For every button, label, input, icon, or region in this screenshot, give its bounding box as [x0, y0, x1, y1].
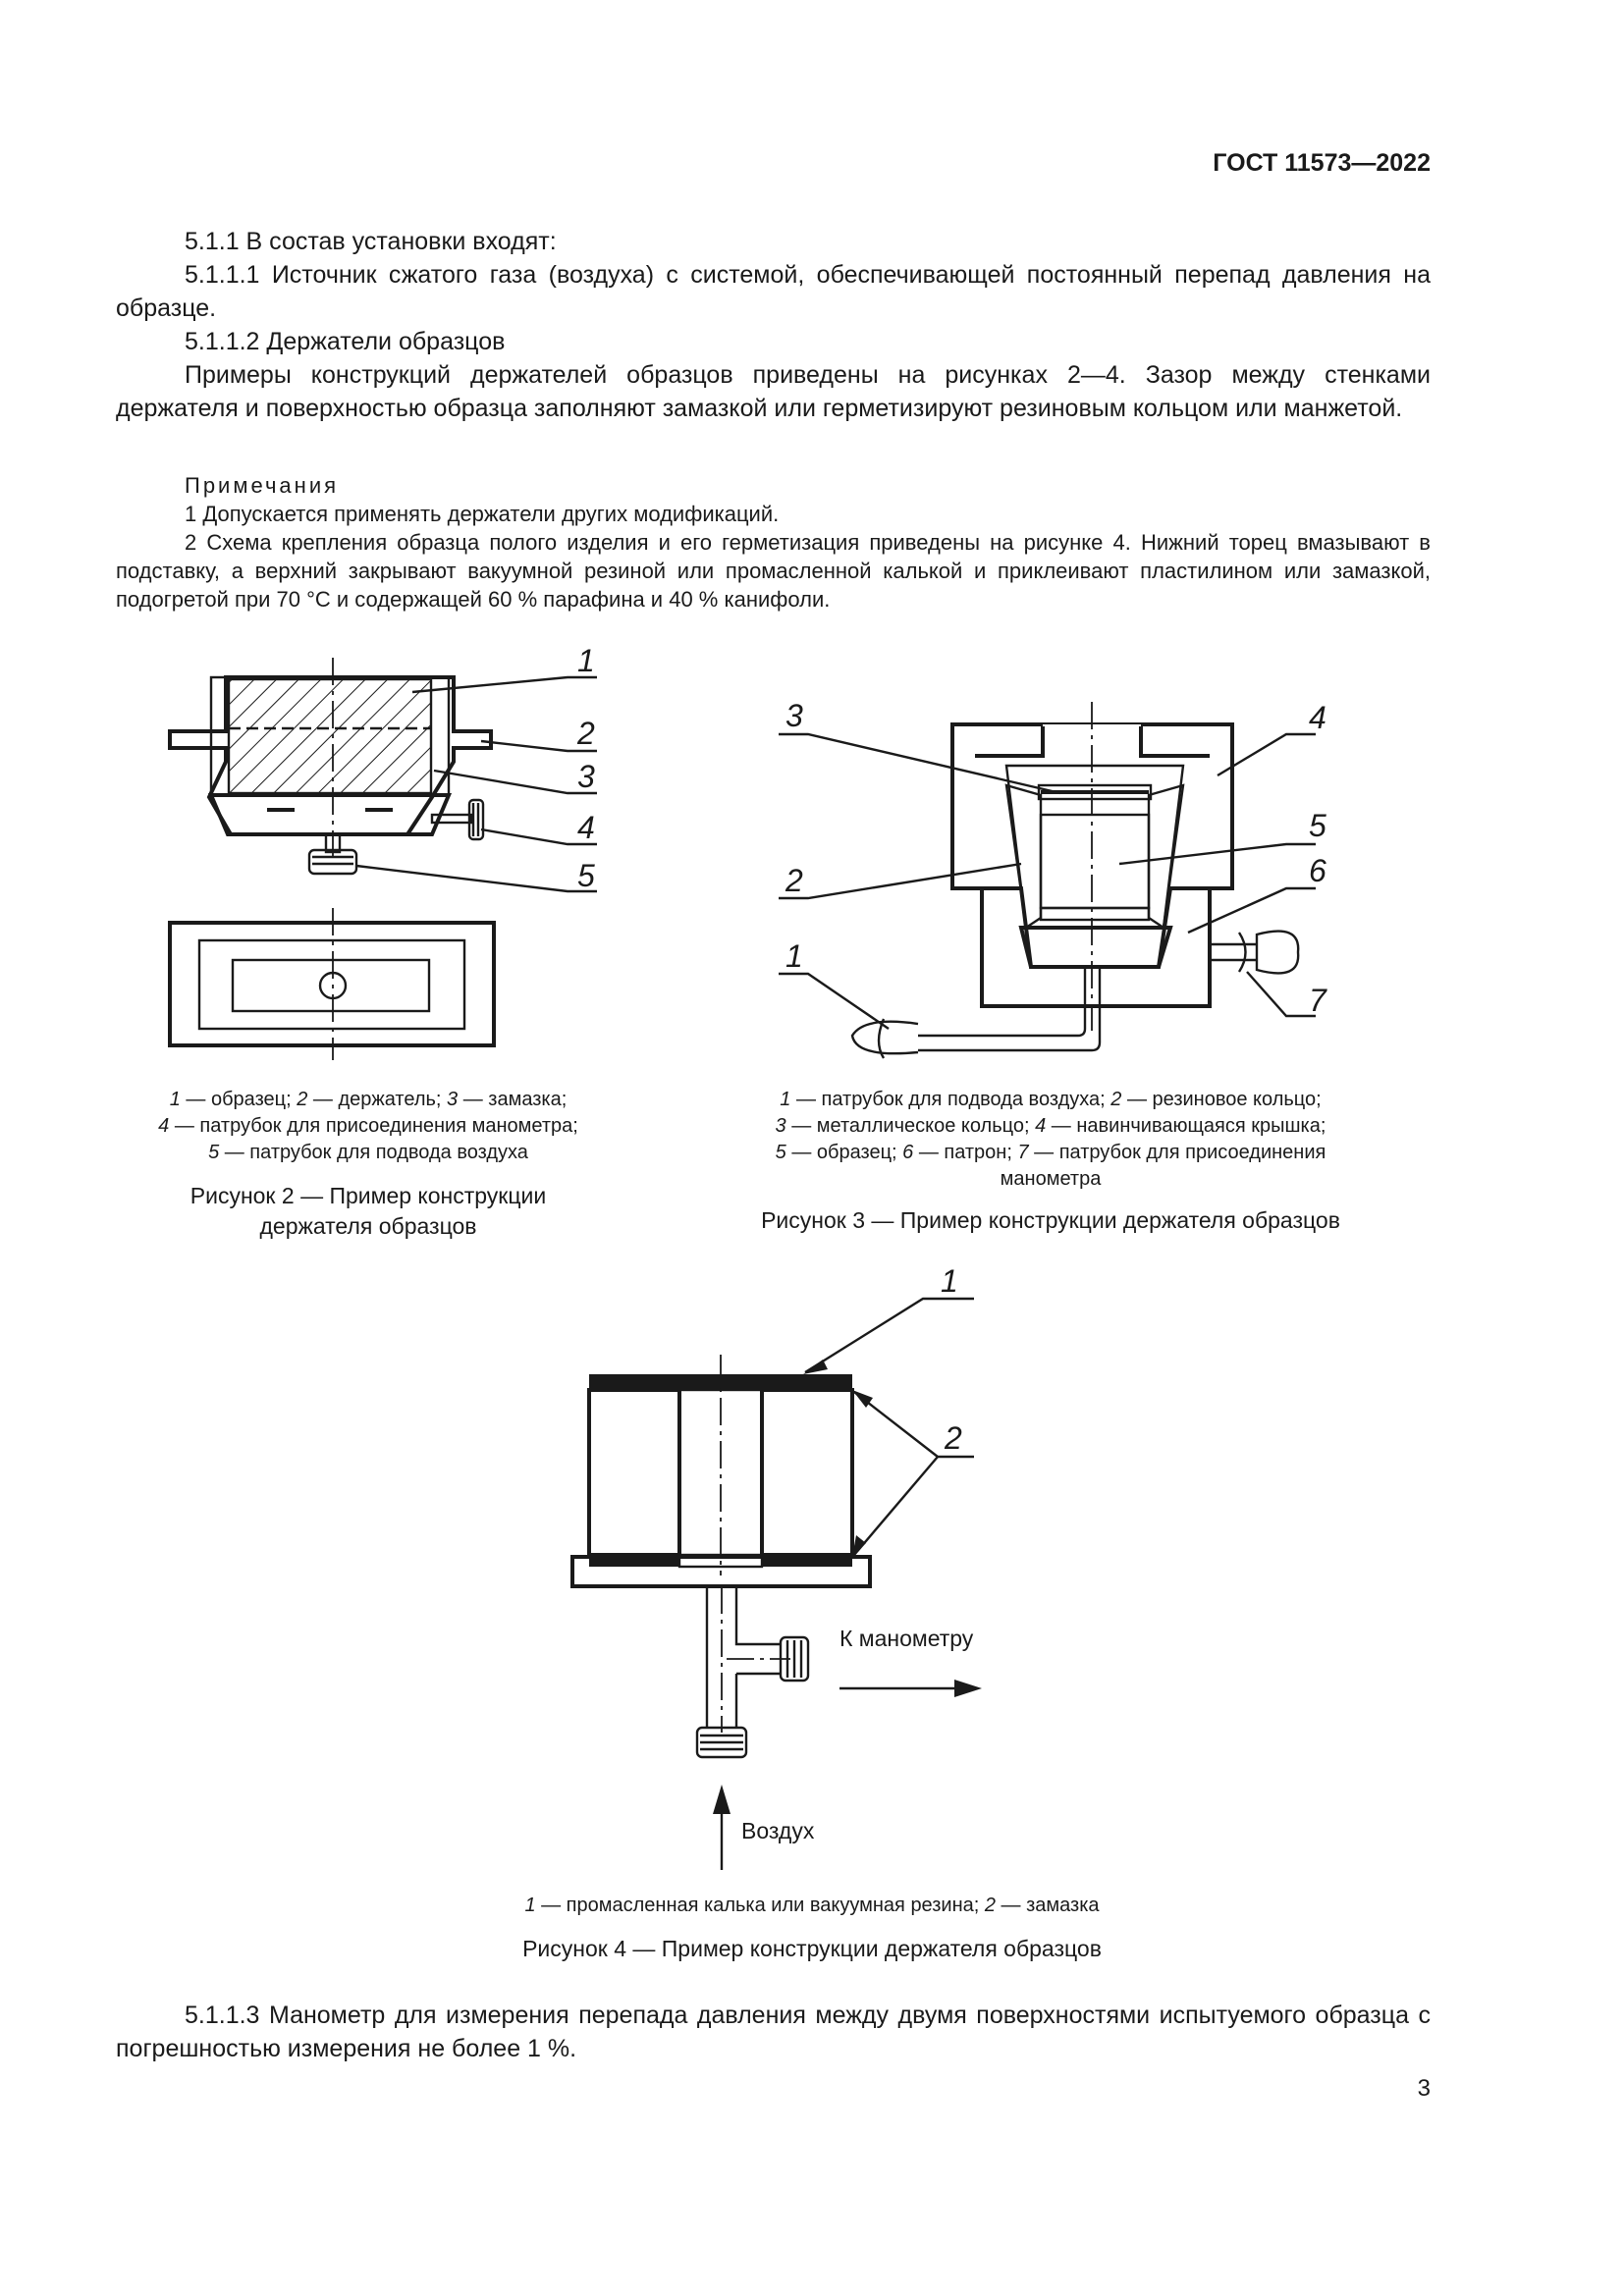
fig3-callout-7: 7	[1309, 983, 1326, 1018]
note-1: 1 Допускается применять держатели других модификаций.	[185, 502, 780, 526]
paragraph-holders: Примеры конструкций держателей образцов приведены на рисунках 2—4. Зазор между стенками держателя и поверхностью образца заполняют замазкой или герметизируют резиновым кольцом или манжетой.	[116, 361, 1431, 422]
fig3-callout-6: 6	[1309, 853, 1326, 888]
fig3-callout-2: 2	[785, 863, 803, 898]
fig3-callout-3: 3	[785, 698, 803, 733]
fig3-callout-5: 5	[1309, 808, 1326, 843]
fig2-caption: Рисунок 2 — Пример конструкции держателя образцов	[189, 1183, 547, 1239]
fig3-callout-1: 1	[785, 938, 803, 974]
fig3-cap-and-body	[952, 724, 1232, 1006]
fig3-caption: Рисунок 3 — Пример конструкции держателя образцов	[761, 1207, 1340, 1233]
fig3-specimen	[1041, 815, 1149, 920]
fig3-leaders	[779, 734, 1316, 1029]
fig3-rubber-ring	[1006, 785, 1183, 928]
page-number: 3	[1417, 2075, 1431, 2102]
fig2-callout-1: 1	[577, 643, 595, 678]
fig2-manometer-fitting	[432, 800, 483, 839]
fig2-holder	[170, 658, 491, 864]
fig4-callout-1: 1	[941, 1263, 958, 1299]
fig4-label-air: Воздух	[741, 1818, 815, 1843]
fig2-callout-3: 3	[577, 759, 595, 794]
fig2-plan-view	[170, 908, 494, 1060]
paragraph-5-1-1-2: 5.1.1.2 Держатели образцов	[185, 328, 506, 355]
fig2-legend: 1 — образец; 2 — держатель; 3 — замазка; 4 — патрубок для присоединения манометра; 5 — патрубок для подвода воздуха	[158, 1089, 578, 1163]
fig4-caption: Рисунок 4 — Пример конструкции держателя образцов	[522, 1936, 1102, 1961]
notes-title: Примечания	[185, 473, 340, 498]
fig4-legend: 1 — промасленная калька или вакуумная резина; 2 — замазка	[524, 1895, 1100, 1916]
fig4-body	[572, 1355, 870, 1586]
paragraph-5-1-1: 5.1.1 В состав установки входят:	[185, 228, 557, 255]
fig3-metal-ring	[1039, 785, 1151, 799]
fig4-leaders	[803, 1299, 974, 1557]
fig4-label-to-manometer: К манометру	[839, 1626, 974, 1651]
fig4-callout-2: 2	[945, 1420, 962, 1456]
fig2-callout-4: 4	[577, 810, 595, 845]
fig3-manometer-pipe	[1210, 932, 1298, 974]
fig4-pipes	[697, 1586, 808, 1757]
paragraph-5-1-1-1: 5.1.1.1 Источник сжатого газа (воздуха) с системой, обеспечивающей постоянный перепад давления на образце.	[116, 261, 1431, 322]
fig3-air-pipe	[852, 967, 1100, 1058]
fig3-legend: 1 — патрубок для подвода воздуха; 2 — резиновое кольцо; 3 — металлическое кольцо; 4 — навинчивающаяся крышка; 5 — образец; 6 — патрон; 7 — патрубок для присоединения манометра	[775, 1089, 1326, 1190]
fig4-arrow-manometer	[839, 1680, 982, 1697]
fig2-callout-5: 5	[577, 858, 595, 893]
document-number: ГОСТ 11573—2022	[1213, 149, 1431, 177]
fig2-leaders	[356, 677, 597, 891]
paragraph-5-1-1-3: 5.1.1.3 Манометр для измерения перепада давления между двумя поверхностями испытуемого образца с погрешностью измерения не более 1 %.	[116, 2002, 1431, 2062]
fig2-air-fitting	[309, 834, 356, 874]
fig4-arrow-air	[713, 1785, 731, 1870]
note-2: 2 Схема крепления образца полого изделия и его герметизация приведены на рисунке 4. Нижний торец вмазывают в подставку, а верхний закрывают вакуумной резиной или промасленной калькой и приклеивают пластилином или замазкой, подогретой при 70 °С и содержащей 60 % парафина и 40 % канифоли.	[116, 530, 1431, 612]
fig2-callout-2: 2	[577, 716, 595, 751]
fig3-callout-4: 4	[1309, 700, 1326, 735]
